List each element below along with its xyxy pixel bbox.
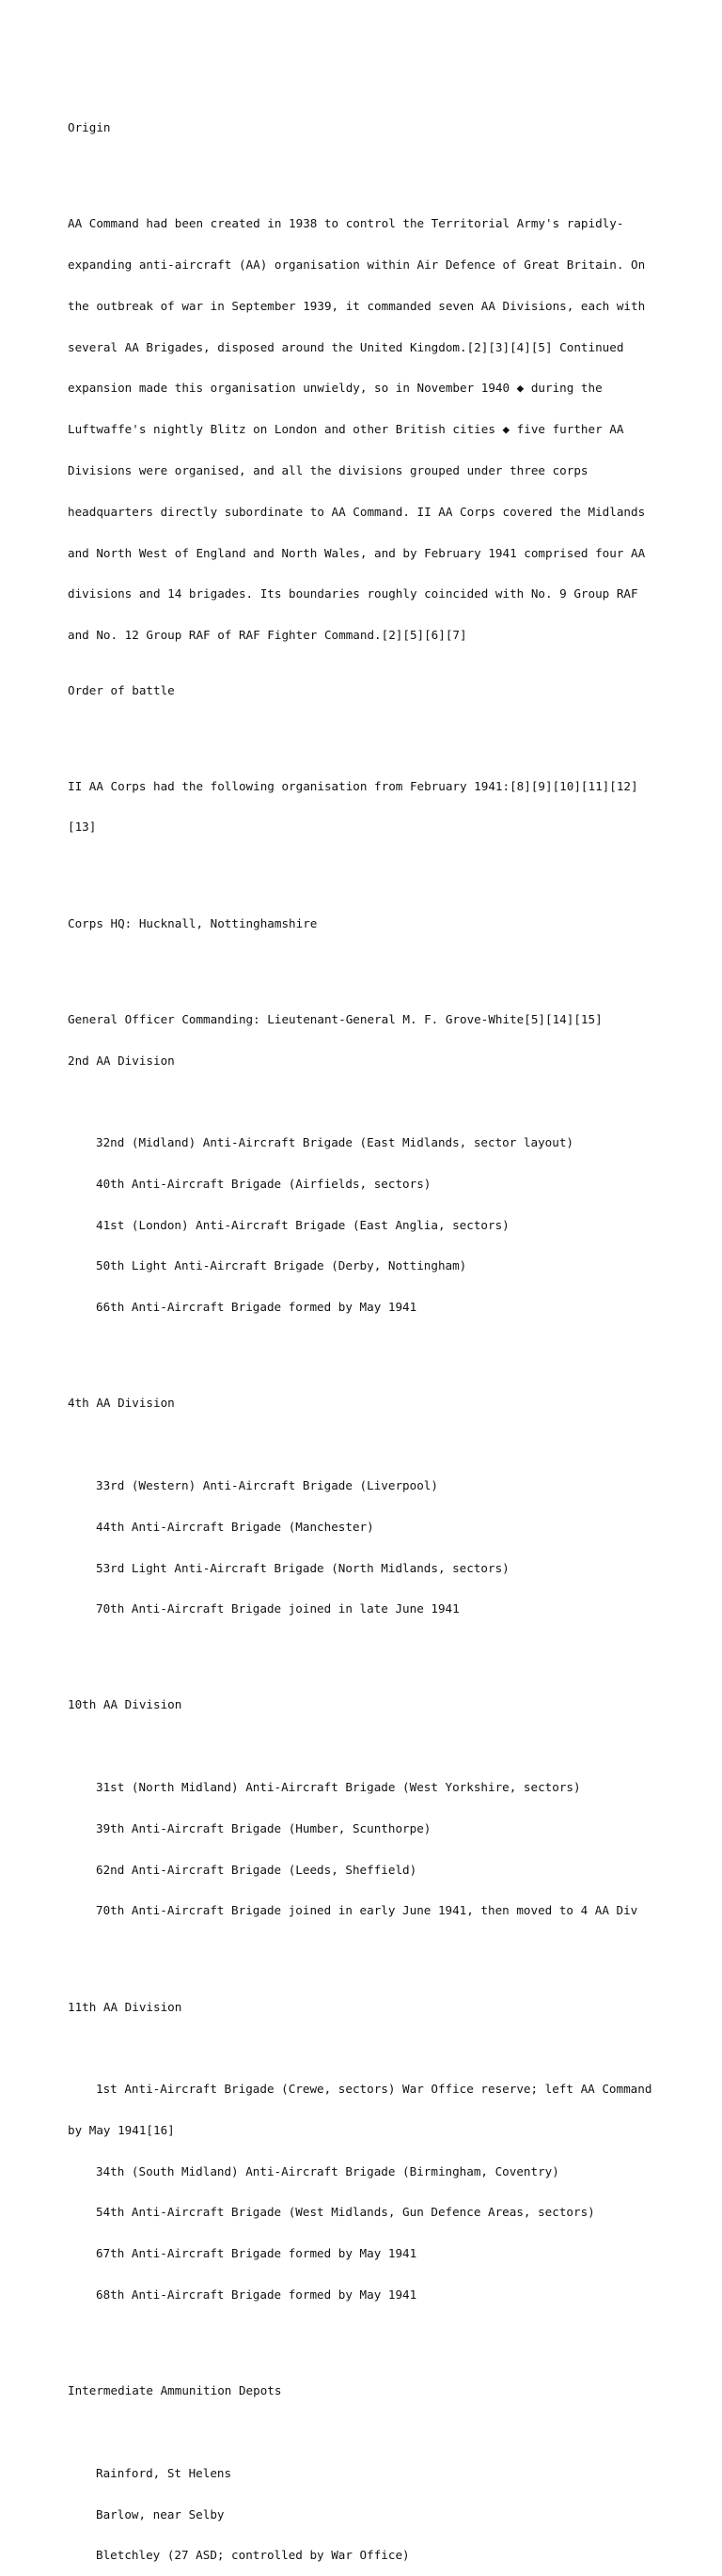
origin-paragraph-line: Luftwaffe's nightly Blitz on London and other British cities ◆ five further AA <box>68 422 624 437</box>
blank-line <box>68 2330 688 2344</box>
blank-line <box>68 2041 688 2055</box>
list-item: 54th Anti-Aircraft Brigade (West Midlands, Gun Defence Areas, sectors) <box>96 2205 595 2220</box>
list-item: 40th Anti-Aircraft Brigade (Airfields, sectors) <box>96 1176 432 1191</box>
division-heading-10th: 10th AA Division <box>68 1697 182 1712</box>
order-intro-line: [13] <box>68 820 97 835</box>
blank-line <box>68 862 688 876</box>
section-heading-order-of-battle: Order of battle <box>68 682 175 697</box>
division-heading-4th: 4th AA Division <box>68 1396 175 1411</box>
origin-paragraph-line: divisions and 14 brigades. Its boundaries roughly coincided with No. 9 Group RAF <box>68 586 638 601</box>
blank-line <box>68 725 688 739</box>
origin-paragraph-line: the outbreak of war in September 1939, it commanded seven AA Divisions, each with <box>68 298 646 313</box>
list-item: 62nd Anti-Aircraft Brigade (Leeds, Sheffield) <box>96 1862 417 1877</box>
corps-hq-line: Corps HQ: Hucknall, Nottinghamshire <box>68 915 318 930</box>
list-item: Bletchley (27 ASD; controlled by War Office) <box>96 2548 410 2563</box>
section-heading-depots: Intermediate Ammunition Depots <box>68 2383 282 2398</box>
list-item: 68th Anti-Aircraft Brigade formed by May 1941 <box>96 2287 417 2302</box>
list-item: 70th Anti-Aircraft Brigade joined in late June 1941 <box>96 1601 460 1616</box>
list-item: 50th Light Anti-Aircraft Brigade (Derby, Nottingham) <box>96 1258 467 1273</box>
order-intro-line: II AA Corps had the following organisation from February 1941:[8][9][10][11][12] <box>68 778 638 793</box>
blank-line <box>68 958 688 972</box>
blank-line <box>68 1342 688 1356</box>
list-item: 32nd (Midland) Anti-Aircraft Brigade (East Midlands, sector layout) <box>96 1135 573 1150</box>
origin-paragraph-line: expanding anti-aircraft (AA) organisation within Air Defence of Great Britain. On <box>68 258 646 273</box>
list-item: Rainford, St Helens <box>96 2465 232 2480</box>
list-item: 70th Anti-Aircraft Brigade joined in early June 1941, then moved to 4 AA Div <box>96 1903 638 1918</box>
list-item: 44th Anti-Aircraft Brigade (Manchester) <box>96 1519 374 1534</box>
blank-line <box>68 1644 688 1658</box>
origin-paragraph-line: and North West of England and North Wales, and by February 1941 comprised four AA <box>68 545 646 560</box>
list-item: 53rd Light Anti-Aircraft Brigade (North Midlands, sectors) <box>96 1560 510 1575</box>
blank-line <box>68 1740 688 1754</box>
blank-line <box>68 1438 688 1452</box>
list-item: 66th Anti-Aircraft Brigade formed by May 1941 <box>96 1300 417 1315</box>
blank-line <box>68 1945 688 1959</box>
blank-line <box>68 2426 688 2440</box>
origin-paragraph-line: and No. 12 Group RAF of RAF Fighter Command.[2][5][6][7] <box>68 628 467 643</box>
list-item: 33rd (Western) Anti-Aircraft Brigade (Liverpool) <box>96 1477 438 1492</box>
list-item: Barlow, near Selby <box>96 2506 225 2521</box>
origin-paragraph-line: expansion made this organisation unwieldy, so in November 1940 ◆ during the <box>68 381 603 396</box>
list-item: 67th Anti-Aircraft Brigade formed by May 1941 <box>96 2246 417 2261</box>
origin-paragraph-line: several AA Brigades, disposed around the United Kingdom.[2][3][4][5] Continued <box>68 339 624 354</box>
division-heading-2nd: 2nd AA Division <box>68 1053 175 1068</box>
list-item: 1st Anti-Aircraft Brigade (Crewe, sectors) War Office reserve; left AA Command <box>96 2082 652 2097</box>
list-item-continuation: by May 1941[16] <box>68 2122 175 2137</box>
list-item: 31st (North Midland) Anti-Aircraft Brigade (West Yorkshire, sectors) <box>96 1780 581 1795</box>
origin-paragraph-line: headquarters directly subordinate to AA Command. II AA Corps covered the Midlands <box>68 504 646 519</box>
list-item: 41st (London) Anti-Aircraft Brigade (East Anglia, sectors) <box>96 1217 510 1232</box>
list-item: 39th Anti-Aircraft Brigade (Humber, Scunthorpe) <box>96 1820 432 1835</box>
origin-paragraph-line: AA Command had been created in 1938 to control the Territorial Army's rapidly- <box>68 216 624 231</box>
blank-line <box>68 163 688 177</box>
blank-line <box>68 1095 688 1109</box>
division-heading-11th: 11th AA Division <box>68 1999 182 2014</box>
goc-line: General Officer Commanding: Lieutenant-General M. F. Grove-White[5][14][15] <box>68 1011 603 1026</box>
section-heading-origin: Origin <box>68 120 111 135</box>
origin-paragraph-line: Divisions were organised, and all the divisions grouped under three corps <box>68 463 589 478</box>
document-body <box>68 94 688 2576</box>
list-item: 34th (South Midland) Anti-Aircraft Brigade (Birmingham, Coventry) <box>96 2163 559 2178</box>
